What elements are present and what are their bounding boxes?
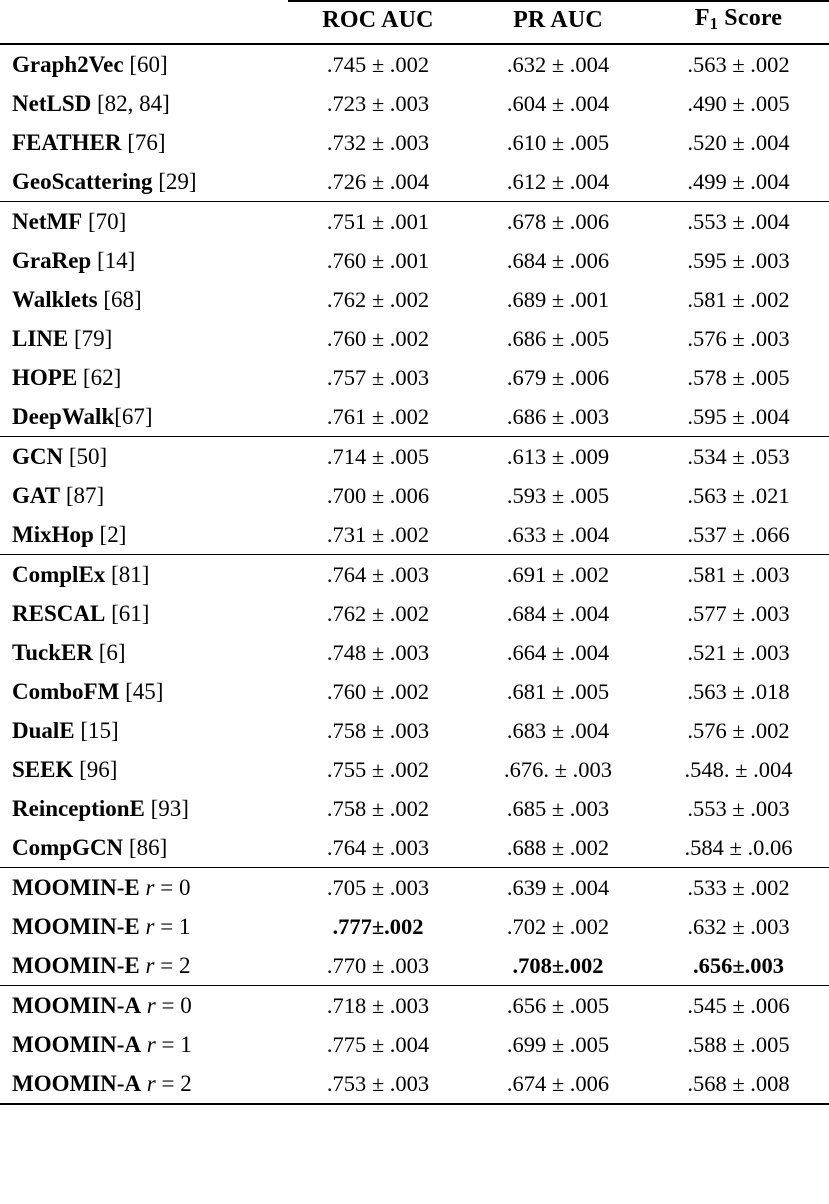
value-f1-score: .584 ± .0.06 [684, 834, 793, 860]
table-row [0, 594, 829, 633]
value-pr-auc: .656 ± .005 [506, 992, 610, 1018]
value-roc-auc: .760 ± .002 [326, 678, 430, 704]
parameter-symbol: r [145, 913, 155, 939]
value-pr-auc: .689 ± .001 [506, 286, 610, 312]
table-row [0, 986, 829, 1025]
column-header-model [0, 4, 288, 44]
citation-reference: [15] [74, 717, 119, 743]
value-roc-auc: .764 ± .003 [326, 834, 430, 860]
table-row [0, 828, 829, 868]
value-pr-auc: .674 ± .006 [506, 1070, 610, 1096]
model-name: NetLSD [12, 90, 92, 116]
value-pr-auc: .699 ± .005 [506, 1031, 610, 1057]
value-f1-score: .576 ± .002 [687, 717, 790, 743]
value-roc-auc: .777±.002 [332, 913, 424, 939]
model-name: SEEK [12, 756, 74, 782]
value-roc-auc: .760 ± .002 [326, 325, 430, 351]
value-roc-auc: .755 ± .002 [326, 756, 430, 782]
row-label-model [0, 437, 288, 476]
row-label-model [0, 123, 288, 162]
value-pr-auc: .681 ± .005 [506, 678, 610, 704]
table-row [0, 789, 829, 828]
table-row [0, 202, 829, 241]
model-name: MOOMIN-A [12, 1070, 142, 1096]
table-row [0, 868, 829, 907]
model-name: GeoScattering [12, 168, 153, 194]
value-pr-auc: .691 ± .002 [506, 561, 610, 587]
value-pr-auc: .612 ± .004 [506, 168, 610, 194]
citation-reference: [96] [73, 756, 118, 782]
row-label-model [0, 986, 288, 1025]
f1-label-pre: F [694, 5, 710, 31]
value-f1-score: .553 ± .004 [687, 208, 790, 234]
citation-reference: [93] [144, 795, 189, 821]
model-name: GraRep [12, 247, 92, 273]
value-roc-auc: .751 ± .001 [326, 208, 430, 234]
row-label-model [0, 789, 288, 828]
table-row [0, 84, 829, 123]
value-pr-auc: .610 ± .005 [506, 129, 610, 155]
value-roc-auc: .760 ± .001 [326, 247, 430, 273]
value-roc-auc: .705 ± .003 [326, 874, 430, 900]
citation-reference: [14] [91, 247, 136, 273]
table-row [0, 241, 829, 280]
table-row [0, 397, 829, 437]
model-name: Walklets [12, 286, 98, 312]
citation-reference: [68] [97, 286, 142, 312]
model-name: MOOMIN-E [12, 952, 140, 978]
table-row [0, 280, 829, 319]
table-row [0, 555, 829, 594]
table-row [0, 946, 829, 986]
value-pr-auc: .676. ± .003 [504, 756, 612, 782]
model-parameter: r = 2 [145, 952, 191, 978]
model-name: Graph2Vec [12, 51, 124, 77]
value-pr-auc: .688 ± .002 [506, 834, 610, 860]
value-roc-auc: .775 ± .004 [326, 1031, 430, 1057]
value-f1-score: .632 ± .003 [687, 913, 790, 939]
value-f1-score: .568 ± .008 [687, 1070, 790, 1096]
row-label-model [0, 1064, 288, 1104]
value-f1-score: .588 ± .005 [687, 1031, 790, 1057]
row-label-model [0, 202, 288, 241]
model-name: MixHop [12, 521, 94, 547]
model-name: RESCAL [12, 600, 106, 626]
row-label-model [0, 397, 288, 437]
row-label-model [0, 45, 288, 84]
value-roc-auc: .726 ± .004 [326, 168, 430, 194]
row-label-model [0, 280, 288, 319]
value-f1-score: .595 ± .003 [687, 247, 790, 273]
citation-reference: [76] [121, 129, 166, 155]
model-name: ComboFM [12, 678, 120, 704]
value-roc-auc: .714 ± .005 [326, 443, 430, 469]
value-f1-score: .581 ± .003 [687, 561, 790, 587]
model-name: GCN [12, 443, 64, 469]
value-f1-score: .563 ± .021 [687, 482, 790, 508]
value-roc-auc: .762 ± .002 [326, 600, 430, 626]
column-header-row [0, 4, 829, 44]
model-name: MOOMIN-A [12, 1031, 142, 1057]
column-header-roc-auc: ROC AUC [322, 7, 434, 34]
citation-reference: [2] [93, 521, 127, 547]
row-label-model [0, 633, 288, 672]
table-row [0, 1025, 829, 1064]
parameter-symbol: r [145, 874, 155, 900]
citation-reference: [50] [63, 443, 108, 469]
value-roc-auc: .764 ± .003 [326, 561, 430, 587]
parameter-symbol: r [146, 1070, 156, 1096]
model-name: MOOMIN-A [12, 992, 142, 1018]
value-roc-auc: .718 ± .003 [326, 992, 430, 1018]
parameter-symbol: r [146, 992, 156, 1018]
value-pr-auc: .686 ± .003 [506, 403, 610, 429]
value-pr-auc: .686 ± .005 [506, 325, 610, 351]
citation-reference: [60] [123, 51, 168, 77]
model-name: NetMF [12, 208, 83, 234]
model-name: FEATHER [12, 129, 122, 155]
citation-reference: [67] [114, 403, 153, 429]
row-label-model [0, 515, 288, 555]
model-parameter: r = 1 [146, 1031, 192, 1057]
value-pr-auc: .632 ± .004 [506, 51, 610, 77]
value-roc-auc: .758 ± .003 [326, 717, 430, 743]
value-pr-auc: .639 ± .004 [506, 874, 610, 900]
citation-reference: [6] [92, 639, 126, 665]
model-name: GAT [12, 482, 61, 508]
citation-reference: [62] [77, 364, 122, 390]
parameter-symbol: r [146, 1031, 156, 1057]
value-roc-auc: .758 ± .002 [326, 795, 430, 821]
row-label-model [0, 1025, 288, 1064]
value-f1-score: .490 ± .005 [687, 90, 790, 116]
value-pr-auc: .702 ± .002 [506, 913, 610, 939]
row-label-model [0, 476, 288, 515]
row-label-model [0, 946, 288, 986]
citation-reference: [45] [119, 678, 164, 704]
model-name: ComplEx [12, 561, 106, 587]
value-pr-auc: .685 ± .003 [506, 795, 610, 821]
value-pr-auc: .683 ± .004 [506, 717, 610, 743]
table-row [0, 437, 829, 476]
table-row [0, 358, 829, 397]
table-row [0, 476, 829, 515]
row-label-model [0, 868, 288, 907]
value-f1-score: .545 ± .006 [687, 992, 790, 1018]
row-label-model [0, 241, 288, 280]
table-header [0, 1, 829, 45]
value-roc-auc: .753 ± .003 [326, 1070, 430, 1096]
value-f1-score: .656±.003 [692, 952, 785, 978]
table-row [0, 907, 829, 946]
value-pr-auc: .593 ± .005 [506, 482, 610, 508]
f1-label-subscript: 1 [709, 14, 719, 34]
value-pr-auc: .678 ± .006 [506, 208, 610, 234]
table-row [0, 319, 829, 358]
value-f1-score: .595 ± .004 [687, 403, 790, 429]
row-label-model [0, 358, 288, 397]
value-roc-auc: .762 ± .002 [326, 286, 430, 312]
citation-reference: [29] [152, 168, 197, 194]
citation-reference: [87] [60, 482, 105, 508]
citation-reference: [81] [105, 561, 150, 587]
model-parameter: r = 2 [146, 1070, 192, 1096]
value-f1-score: .534 ± .053 [687, 443, 790, 469]
row-label-model [0, 162, 288, 202]
table-body [0, 45, 829, 1104]
value-roc-auc: .731 ± .002 [326, 521, 430, 547]
table-footer [0, 1104, 829, 1105]
citation-reference: [61] [105, 600, 150, 626]
model-name: MOOMIN-E [12, 874, 140, 900]
row-label-model [0, 907, 288, 946]
value-pr-auc: .604 ± .004 [506, 90, 610, 116]
value-f1-score: .548. ± .004 [684, 756, 793, 782]
table-row [0, 123, 829, 162]
row-label-model [0, 672, 288, 711]
row-label-model [0, 594, 288, 633]
value-roc-auc: .745 ± .002 [326, 51, 430, 77]
column-header-f1-score [648, 4, 829, 44]
value-f1-score: .521 ± .003 [687, 639, 790, 665]
model-name: HOPE [12, 364, 78, 390]
model-parameter: r = 0 [145, 874, 191, 900]
model-name: DualE [12, 717, 75, 743]
value-pr-auc: .684 ± .006 [506, 247, 610, 273]
value-pr-auc: .708±.002 [512, 952, 604, 978]
table-row [0, 750, 829, 789]
table-row [0, 45, 829, 84]
citation-reference: [70] [82, 208, 127, 234]
value-pr-auc: .684 ± .004 [506, 600, 610, 626]
table-row [0, 515, 829, 555]
bottom-rule-row [0, 1104, 829, 1105]
model-name: DeepWalk [12, 403, 115, 429]
citation-reference: [79] [68, 325, 113, 351]
f1-label-post: Score [718, 5, 783, 31]
value-f1-score: .581 ± .002 [687, 286, 790, 312]
model-name: CompGCN [12, 834, 124, 860]
row-label-model [0, 828, 288, 868]
table-row [0, 711, 829, 750]
value-roc-auc: .732 ± .003 [326, 129, 430, 155]
value-f1-score: .537 ± .066 [687, 521, 790, 547]
citation-reference: [82, 84] [91, 90, 170, 116]
parameter-symbol: r [145, 952, 155, 978]
model-parameter: r = 0 [146, 992, 192, 1018]
value-f1-score: .520 ± .004 [687, 129, 790, 155]
table-row [0, 162, 829, 202]
table-row [0, 1064, 829, 1104]
value-pr-auc: .664 ± .004 [506, 639, 610, 665]
table-row [0, 672, 829, 711]
value-roc-auc: .723 ± .003 [326, 90, 430, 116]
value-f1-score: .533 ± .002 [687, 874, 790, 900]
value-f1-score: .563 ± .018 [687, 678, 790, 704]
value-roc-auc: .761 ± .002 [326, 403, 430, 429]
value-f1-score: .578 ± .005 [687, 364, 790, 390]
row-label-model [0, 555, 288, 594]
model-name: MOOMIN-E [12, 913, 140, 939]
value-f1-score: .499 ± .004 [687, 168, 790, 194]
row-label-model [0, 319, 288, 358]
value-f1-score: .577 ± .003 [687, 600, 790, 626]
value-f1-score: .576 ± .003 [687, 325, 790, 351]
model-parameter: r = 1 [145, 913, 191, 939]
model-name: TuckER [12, 639, 93, 665]
value-f1-score: .553 ± .003 [687, 795, 790, 821]
value-pr-auc: .613 ± .009 [506, 443, 610, 469]
row-label-model [0, 711, 288, 750]
row-label-model [0, 750, 288, 789]
value-roc-auc: .748 ± .003 [326, 639, 430, 665]
model-name: ReinceptionE [12, 795, 145, 821]
value-roc-auc: .700 ± .006 [326, 482, 430, 508]
value-roc-auc: .770 ± .003 [326, 952, 430, 978]
column-header-pr-auc: PR AUC [513, 7, 603, 34]
value-pr-auc: .679 ± .006 [506, 364, 610, 390]
table-row [0, 633, 829, 672]
model-name: LINE [12, 325, 69, 351]
bottom-rule [0, 1104, 829, 1105]
row-label-model [0, 84, 288, 123]
value-pr-auc: .633 ± .004 [506, 521, 610, 547]
value-f1-score: .563 ± .002 [687, 51, 790, 77]
value-roc-auc: .757 ± .003 [326, 364, 430, 390]
citation-reference: [86] [123, 834, 168, 860]
